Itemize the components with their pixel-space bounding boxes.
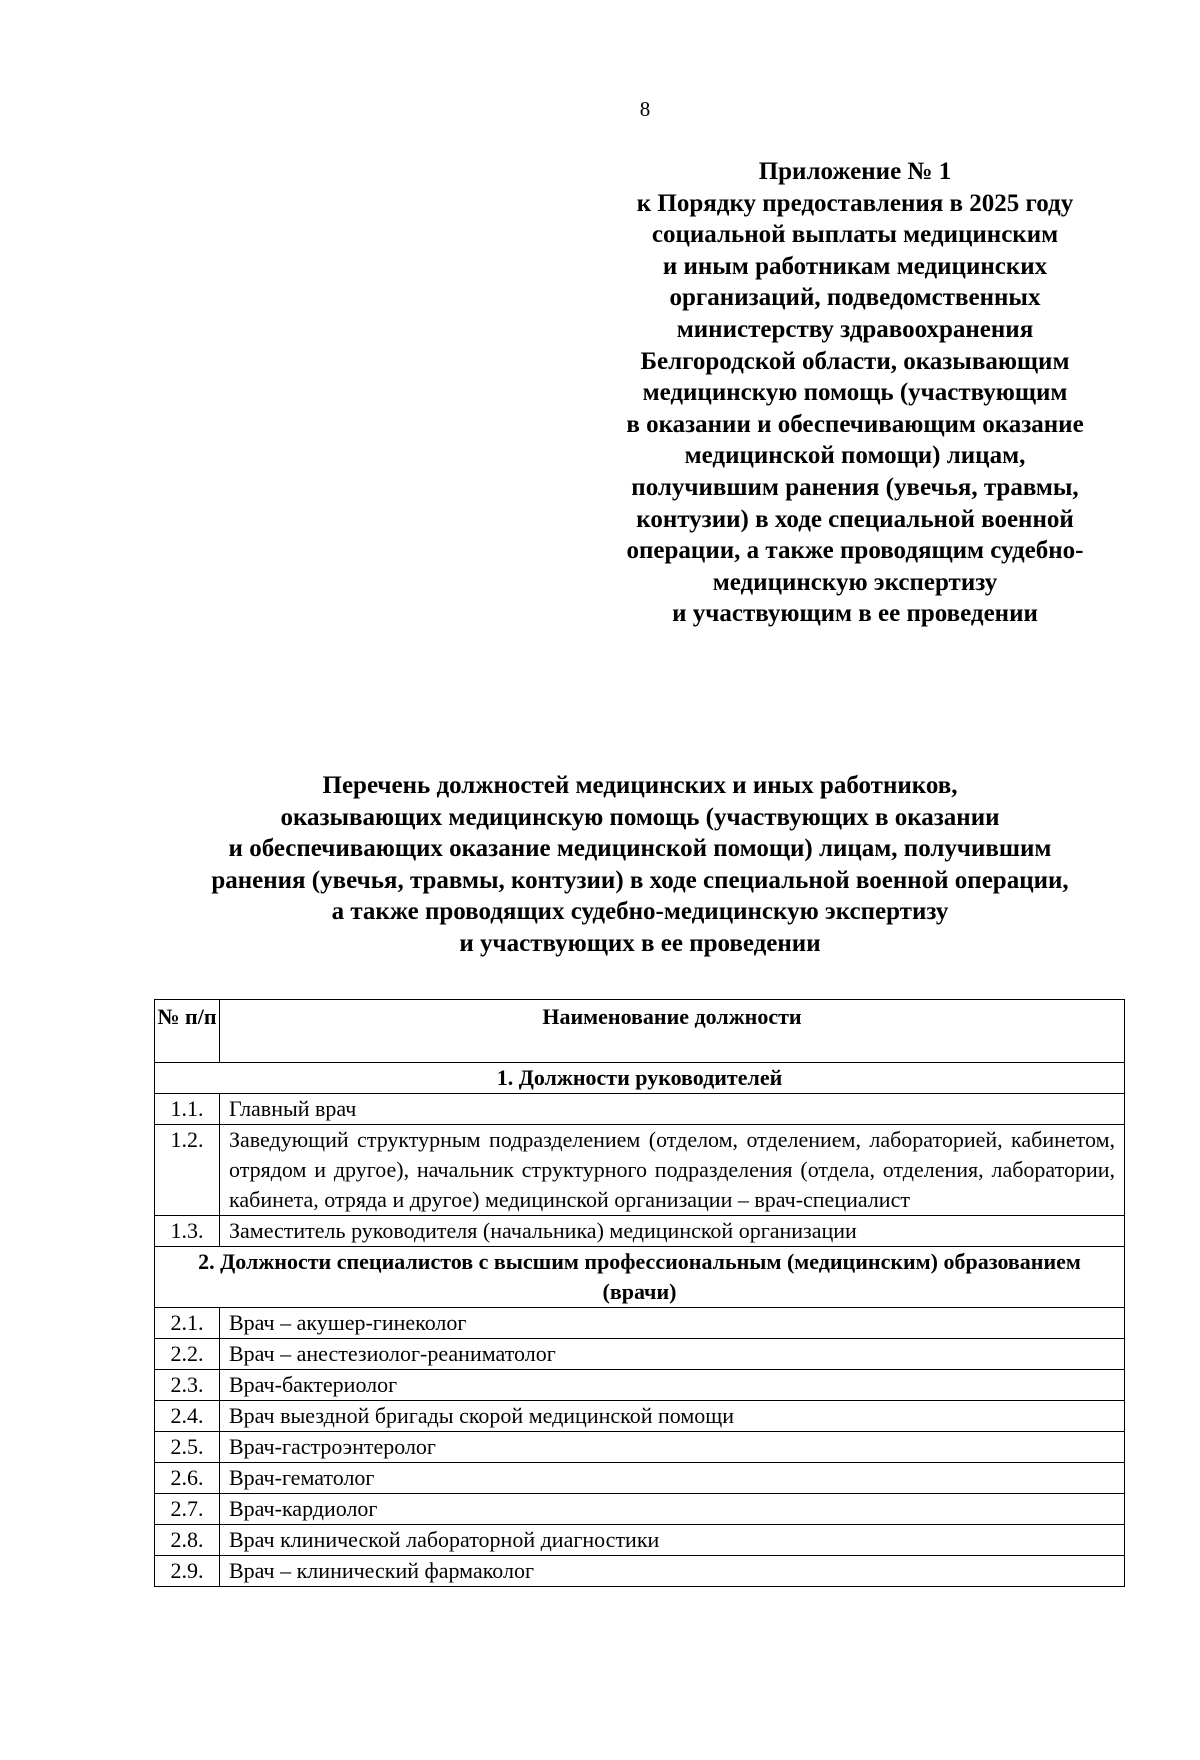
appendix-line: организаций, подведомственных — [669, 284, 1041, 312]
row-name: Врач – акушер-гинеколог — [220, 1308, 1125, 1339]
row-num: 2.3. — [155, 1370, 220, 1401]
section-row — [155, 1247, 1125, 1308]
appendix-line: получившим ранения (увечья, травмы, — [631, 473, 1079, 501]
row-num: 1.3. — [155, 1216, 220, 1247]
header-name — [220, 1000, 1125, 1063]
appendix-heading — [560, 156, 1150, 630]
table-row — [155, 1094, 1125, 1125]
list-title-line: и участвующих в ее проведении — [459, 929, 821, 957]
row-num: 2.7. — [155, 1494, 220, 1525]
appendix-line: министерству здравоохранения — [676, 315, 1034, 343]
row-num: 2.9. — [155, 1556, 220, 1587]
table-row — [155, 1216, 1125, 1247]
table-row — [155, 1494, 1125, 1525]
appendix-line: к Порядку предоставления в 2025 году — [636, 189, 1074, 217]
section-title: 1. Должности руководителей — [155, 1063, 1125, 1094]
table-row — [155, 1432, 1125, 1463]
row-num: 2.8. — [155, 1525, 220, 1556]
table-header-row — [155, 1000, 1125, 1063]
positions-table — [154, 999, 1125, 1587]
row-num: 2.2. — [155, 1339, 220, 1370]
list-title-line: Перечень должностей медицинских и иных работников, — [322, 772, 958, 799]
row-name: Врач-кардиолог — [220, 1494, 1125, 1525]
table-row — [155, 1556, 1125, 1587]
table-row — [155, 1308, 1125, 1339]
row-name: Врач выездной бригады скорой медицинской помощи — [220, 1401, 1125, 1432]
list-title — [140, 770, 1140, 960]
appendix-line: и участвующим в ее проведении — [672, 600, 1038, 628]
appendix-line: в оказании и обеспечивающим оказание — [626, 410, 1084, 438]
appendix-line: и иным работникам медицинских — [662, 252, 1048, 280]
row-num: 2.1. — [155, 1308, 220, 1339]
appendix-line: медицинской помощи) лицам, — [684, 442, 1026, 470]
row-name: Врач – клинический фармаколог — [220, 1556, 1125, 1587]
row-num: 1.1. — [155, 1094, 220, 1125]
appendix-line: социальной выплаты медицинским — [651, 221, 1059, 249]
appendix-line: Приложение № 1 — [758, 158, 952, 185]
row-num: 2.6. — [155, 1463, 220, 1494]
table-row — [155, 1370, 1125, 1401]
table-row — [155, 1525, 1125, 1556]
header-num: № п/п — [155, 1000, 220, 1063]
row-name: Врач-гастроэнтеролог — [220, 1432, 1125, 1463]
row-name: Заведующий структурным подразделением (отделом, отделением, лабораторией, кабинетом, отрядом и другое), начальник структурного подразделения (отдела, отделения, лаборатории, кабинета, отряда и другое) медицинской организации – врач-специалист — [220, 1125, 1125, 1216]
appendix-line: медицинскую помощь (участвующим — [642, 379, 1068, 407]
row-name: Врач-гематолог — [220, 1463, 1125, 1494]
appendix-line: операции, а также проводящим судебно- — [626, 537, 1084, 565]
list-title-line: а также проводящих судебно-медицинскую экспертизу — [331, 898, 949, 926]
row-name: Врач-бактериолог — [220, 1370, 1125, 1401]
list-title-line: и обеспечивающих оказание медицинской помощи) лицам, получившим — [228, 835, 1052, 863]
table-row — [155, 1125, 1125, 1216]
row-name: Врач – анестезиолог-реаниматолог — [220, 1339, 1125, 1370]
page-number: 8 — [639, 97, 651, 121]
row-num: 1.2. — [155, 1125, 220, 1216]
list-title-line: оказывающих медицинскую помощь (участвующих в оказании — [280, 803, 1000, 831]
row-name: Врач клинической лабораторной диагностики — [220, 1525, 1125, 1556]
appendix-line: медицинскую экспертизу — [712, 568, 998, 596]
section-title: 2. Должности специалистов с высшим профессиональным (медицинским) образованием (врачи) — [155, 1247, 1125, 1308]
appendix-line: Белгородской области, оказывающим — [640, 347, 1070, 375]
row-num: 2.4. — [155, 1401, 220, 1432]
table-row — [155, 1339, 1125, 1370]
row-name: Главный врач — [220, 1094, 1125, 1125]
list-title-line: ранения (увечья, травмы, контузии) в ходе специальной военной операции, — [211, 866, 1069, 894]
table-row — [155, 1463, 1125, 1494]
section-row — [155, 1063, 1125, 1094]
row-num: 2.5. — [155, 1432, 220, 1463]
appendix-line: контузии) в ходе специальной военной — [636, 505, 1074, 533]
table-row — [155, 1401, 1125, 1432]
row-name: Заместитель руководителя (начальника) медицинской организации — [220, 1216, 1125, 1247]
header-name-label: Наименование должности — [542, 1004, 802, 1029]
